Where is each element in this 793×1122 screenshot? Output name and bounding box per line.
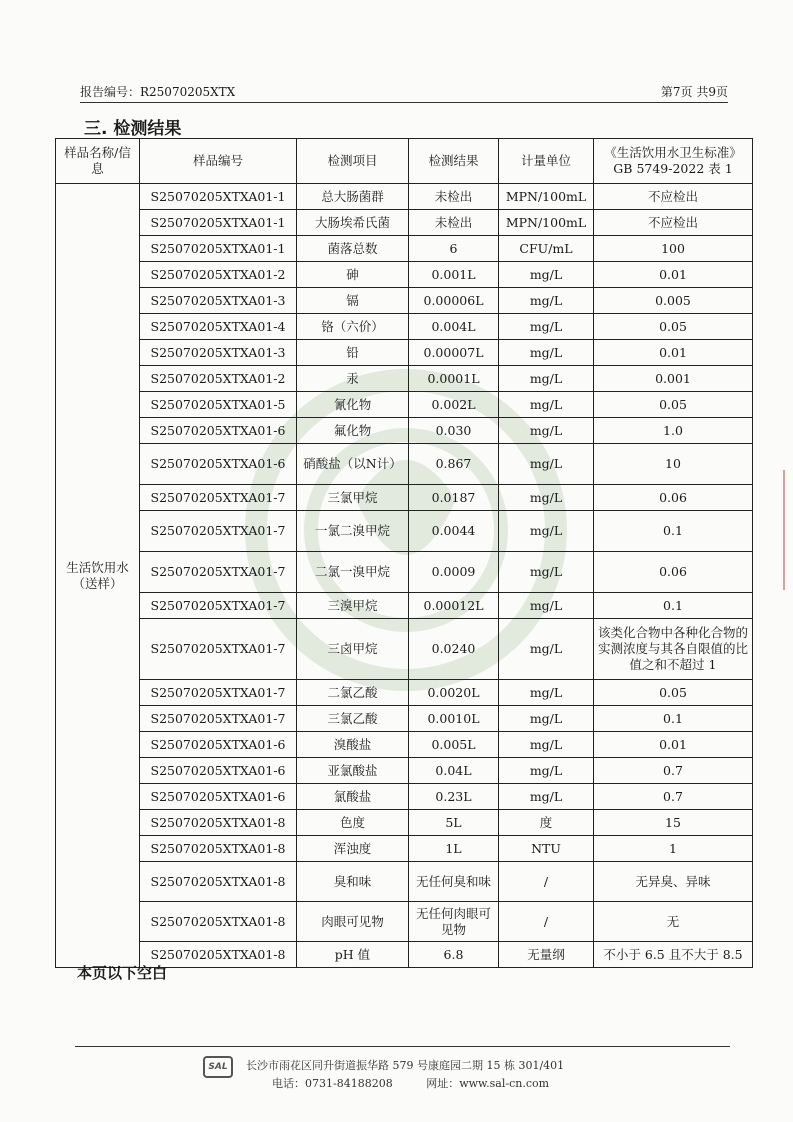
result-cell: 0.0010L [409,706,499,732]
standard-cell: 0.005 [594,288,753,314]
test-item-cell: 色度 [297,810,409,836]
sample-id-cell: S25070205XTXA01-8 [140,836,297,862]
result-cell: 6.8 [409,942,499,968]
table-row [56,784,753,810]
sample-id-cell: S25070205XTXA01-7 [140,619,297,680]
test-item-cell: 镉 [297,288,409,314]
sample-id-cell: S25070205XTXA01-2 [140,262,297,288]
unit-cell: mg/L [499,680,594,706]
test-item-cell: 肉眼可见物 [297,902,409,942]
table-row [56,902,753,942]
table-body [56,184,753,968]
unit-cell: mg/L [499,758,594,784]
table-row [56,485,753,511]
standard-cell: 0.01 [594,732,753,758]
test-item-cell: 三氯甲烷 [297,485,409,511]
table-row [56,236,753,262]
footer-website: 网址：www.sal-cn.com [426,1077,550,1090]
table-row [56,810,753,836]
result-cell: 0.002L [409,392,499,418]
test-item-cell: 一氯二溴甲烷 [297,511,409,552]
sample-id-cell: S25070205XTXA01-2 [140,366,297,392]
unit-cell: 度 [499,810,594,836]
company-logo-icon: SAL [203,1056,233,1078]
test-item-cell: 大肠埃希氏菌 [297,210,409,236]
result-cell: 6 [409,236,499,262]
sample-id-cell: S25070205XTXA01-7 [140,593,297,619]
test-item-cell: 菌落总数 [297,236,409,262]
blank-below-notice: 本页以下空白 [77,964,168,982]
unit-cell: mg/L [499,392,594,418]
sample-id-cell: S25070205XTXA01-6 [140,784,297,810]
test-item-cell: 二氯乙酸 [297,680,409,706]
report-number: 报告编号：R25070205XTX [80,85,236,99]
result-cell: 未检出 [409,210,499,236]
table-row [56,392,753,418]
sample-id-cell: S25070205XTXA01-8 [140,902,297,942]
unit-cell: mg/L [499,552,594,593]
result-cell: 1L [409,836,499,862]
standard-cell: 0.06 [594,552,753,593]
sample-id-cell: S25070205XTXA01-1 [140,236,297,262]
unit-cell: mg/L [499,444,594,485]
standard-cell: 无异臭、异味 [594,862,753,902]
standard-cell: 1.0 [594,418,753,444]
unit-cell: MPN/100mL [499,210,594,236]
table-row [56,758,753,784]
table-row [56,706,753,732]
sample-id-cell: S25070205XTXA01-7 [140,552,297,593]
unit-cell: mg/L [499,619,594,680]
standard-cell: 0.1 [594,511,753,552]
unit-cell: mg/L [499,485,594,511]
standard-cell: 该类化合物中各种化合物的实测浓度与其各自限值的比值之和不超过 1 [594,619,753,680]
test-item-cell: pH 值 [297,942,409,968]
test-item-cell: 臭和味 [297,862,409,902]
standard-cell: 0.7 [594,758,753,784]
result-cell: 0.0240 [409,619,499,680]
standard-cell: 0.01 [594,340,753,366]
unit-cell: mg/L [499,732,594,758]
sample-id-cell: S25070205XTXA01-8 [140,942,297,968]
section-title: 三. 检测结果 [84,119,182,139]
unit-cell: / [499,902,594,942]
standard-cell: 100 [594,236,753,262]
test-item-cell: 二氯一溴甲烷 [297,552,409,593]
test-item-cell: 硝酸盐（以N计） [297,444,409,485]
standard-cell: 10 [594,444,753,485]
sample-id-cell: S25070205XTXA01-8 [140,810,297,836]
sample-id-cell: S25070205XTXA01-1 [140,184,297,210]
test-item-cell: 氯酸盐 [297,784,409,810]
test-item-cell: 亚氯酸盐 [297,758,409,784]
sample-id-cell: S25070205XTXA01-7 [140,511,297,552]
unit-cell: NTU [499,836,594,862]
standard-cell: 不应检出 [594,210,753,236]
sample-id-cell: S25070205XTXA01-7 [140,485,297,511]
standard-cell: 0.001 [594,366,753,392]
standard-cell: 0.1 [594,706,753,732]
test-item-cell: 三卤甲烷 [297,619,409,680]
result-cell: 无任何臭和味 [409,862,499,902]
unit-cell: mg/L [499,593,594,619]
test-item-cell: 氟化物 [297,418,409,444]
table-header-row [56,139,753,184]
unit-cell: mg/L [499,366,594,392]
test-item-cell: 铅 [297,340,409,366]
page-indicator: 第7页 共9页 [660,85,728,99]
unit-cell: mg/L [499,340,594,366]
col-header-test-item: 检测项目 [297,139,409,184]
unit-cell: MPN/100mL [499,184,594,210]
standard-cell: 不应检出 [594,184,753,210]
sample-id-cell: S25070205XTXA01-3 [140,288,297,314]
result-cell: 未检出 [409,184,499,210]
table-row [56,862,753,902]
table-row [56,262,753,288]
standard-cell: 0.05 [594,680,753,706]
table-row [56,680,753,706]
result-cell: 0.23L [409,784,499,810]
table-row [56,288,753,314]
table-row [56,418,753,444]
result-cell: 0.0009 [409,552,499,593]
table-row [56,210,753,236]
result-cell: 5L [409,810,499,836]
unit-cell: mg/L [499,706,594,732]
sample-id-cell: S25070205XTXA01-6 [140,732,297,758]
unit-cell: mg/L [499,262,594,288]
standard-cell: 0.06 [594,485,753,511]
standard-cell: 0.05 [594,314,753,340]
standard-cell: 0.7 [594,784,753,810]
unit-cell: 无量纲 [499,942,594,968]
result-cell: 0.0044 [409,511,499,552]
test-item-cell: 铬（六价） [297,314,409,340]
standard-cell: 0.1 [594,593,753,619]
standard-cell: 15 [594,810,753,836]
test-item-cell: 浑浊度 [297,836,409,862]
unit-cell: CFU/mL [499,236,594,262]
result-cell: 0.00007L [409,340,499,366]
table-row [56,836,753,862]
test-item-cell: 氰化物 [297,392,409,418]
result-cell: 0.0001L [409,366,499,392]
report-header [80,80,728,103]
result-cell: 0.001L [409,262,499,288]
standard-cell: 不小于 6.5 且不大于 8.5 [594,942,753,968]
result-cell: 0.0187 [409,485,499,511]
col-header-sample-id: 样品编号 [140,139,297,184]
result-cell: 0.004L [409,314,499,340]
unit-cell: / [499,862,594,902]
col-header-sample-name: 样品名称/信息 [56,139,140,184]
table-row [56,619,753,680]
table-row [56,314,753,340]
test-item-cell: 三溴甲烷 [297,593,409,619]
test-item-cell: 溴酸盐 [297,732,409,758]
seal-stamp-edge-icon [783,470,793,590]
result-cell: 0.00006L [409,288,499,314]
result-cell: 0.005L [409,732,499,758]
sample-id-cell: S25070205XTXA01-3 [140,340,297,366]
sample-name-cell: 生活饮用水（送样） [56,184,140,968]
test-item-cell: 砷 [297,262,409,288]
unit-cell: mg/L [499,314,594,340]
table-row [56,340,753,366]
result-cell: 无任何肉眼可见物 [409,902,499,942]
result-cell: 0.0020L [409,680,499,706]
footer-divider [75,1046,730,1047]
sample-id-cell: S25070205XTXA01-6 [140,418,297,444]
unit-cell: mg/L [499,288,594,314]
sample-id-cell: S25070205XTXA01-1 [140,210,297,236]
test-item-cell: 总大肠菌群 [297,184,409,210]
unit-cell: mg/L [499,418,594,444]
sample-id-cell: S25070205XTXA01-5 [140,392,297,418]
standard-cell: 无 [594,902,753,942]
result-cell: 0.030 [409,418,499,444]
result-cell: 0.867 [409,444,499,485]
sample-id-cell: S25070205XTXA01-4 [140,314,297,340]
table-row [56,552,753,593]
result-cell: 0.04L [409,758,499,784]
table-row [56,732,753,758]
table-row [56,184,753,210]
results-table [55,138,753,968]
table-row [56,444,753,485]
result-cell: 0.00012L [409,593,499,619]
table-row [56,511,753,552]
sample-id-cell: S25070205XTXA01-6 [140,444,297,485]
table-row [56,593,753,619]
unit-cell: mg/L [499,784,594,810]
sample-id-cell: S25070205XTXA01-6 [140,758,297,784]
col-header-result: 检测结果 [409,139,499,184]
footer-address: 长沙市雨花区同升街道振华路 579 号康庭园二期 15 栋 301/401 [246,1059,565,1072]
col-header-unit: 计量单位 [499,139,594,184]
col-header-standard: 《生活饮用水卫生标准》GB 5749-2022 表 1 [594,139,753,184]
test-item-cell: 汞 [297,366,409,392]
footer-phone: 电话：0731-84188208 [272,1077,393,1090]
standard-cell: 0.01 [594,262,753,288]
standard-cell: 1 [594,836,753,862]
sample-id-cell: S25070205XTXA01-7 [140,680,297,706]
unit-cell: mg/L [499,511,594,552]
footer-contact [272,1075,579,1091]
sample-id-cell: S25070205XTXA01-7 [140,706,297,732]
table-row [56,366,753,392]
sample-id-cell: S25070205XTXA01-8 [140,862,297,902]
test-item-cell: 三氯乙酸 [297,706,409,732]
standard-cell: 0.05 [594,392,753,418]
